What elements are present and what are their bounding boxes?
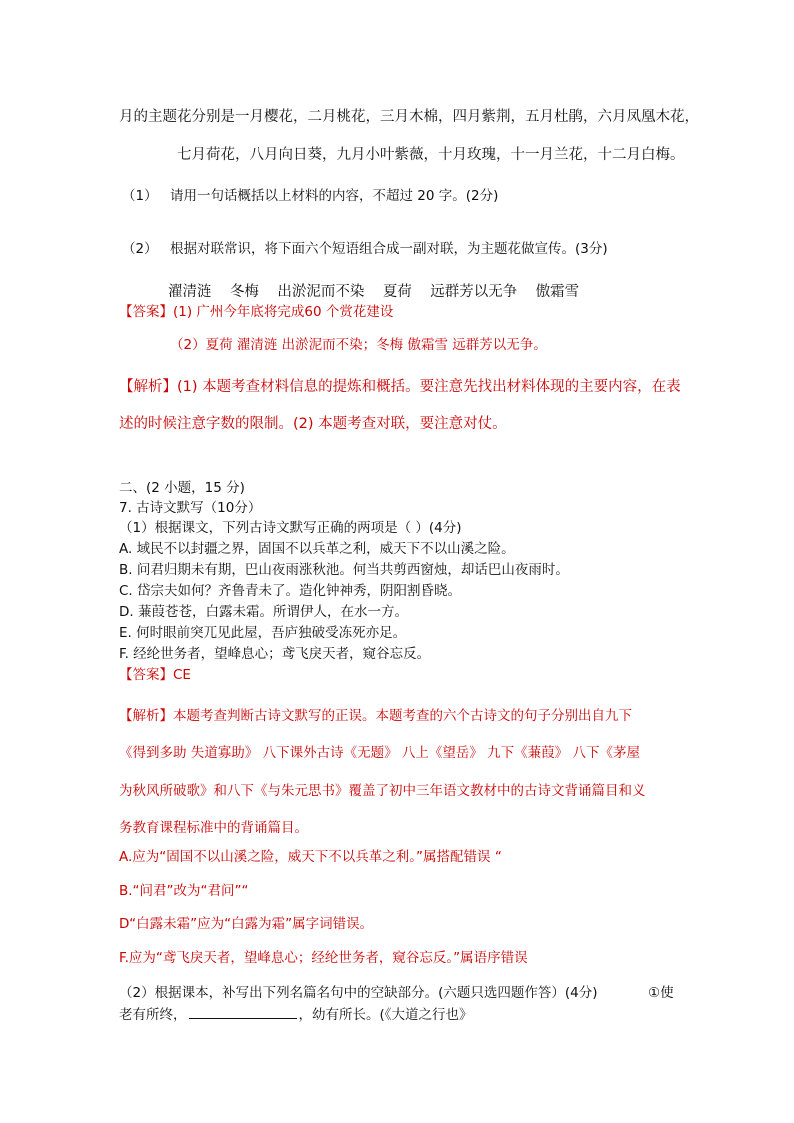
analysis-2-option-f: F.应为“鸢飞戾天者，望峰息心；经纶世务者，窥谷忘反。”属语序错误 <box>119 950 528 966</box>
question-7-title: 7. 古诗文默写（10分） <box>119 500 262 516</box>
answer-tag: 【答案】 <box>119 304 173 320</box>
option-f: F. 经纶世务者，望峰息心；鸢飞戾天者，窥谷忘反。 <box>119 646 431 662</box>
answer-tag: 【答案】 <box>119 667 173 683</box>
question-7-1: （1）根据课文，下列古诗文默写正确的两项是（ ）(4分) <box>119 520 462 536</box>
question-7-2-text: （2）根据课本，补写出下列名篇名句中的空缺部分。(六题只选四题作答）(4分) <box>119 985 598 1001</box>
answer-1-part-1: (1) 广州今年底将完成60 个赏花建设 <box>173 304 394 320</box>
question-2-text: 根据对联常识，将下面六个短语组合成一副对联，为主题花做宣传。(3分) <box>170 241 608 257</box>
analysis-tag: 【解析】 <box>119 708 173 724</box>
analysis-2-line-3: 为秋风所破歌》和八下《与朱元思书》覆盖了初中三年语文教材中的古诗文背诵篇目和义 <box>119 783 646 799</box>
question-1-number: （1） <box>122 188 158 204</box>
question-1-text: 请用一句话概括以上材料的内容，不超过 20 字。(2分) <box>170 188 499 204</box>
phrase: 夏荷 <box>382 284 412 300</box>
phrase: 出淤泥而不染 <box>277 284 365 300</box>
analysis-1-line-2: 述的时候注意字数的限制。(2) 本题考查对联，要注意对仗。 <box>119 416 507 432</box>
answer-1-line-1 <box>119 306 393 320</box>
phrase: 远群芳以无争 <box>430 284 518 300</box>
analysis-2-option-d: D“白露未霜”应为“白露为霜”属字词错误。 <box>119 916 374 932</box>
line-2-end: ，幼有所长。(《大道之行也》 <box>298 1007 473 1023</box>
analysis-2-text-1: 本题考查判断古诗文默写的正误。本题考查的六个古诗文的句子分别出自九下 <box>173 708 632 724</box>
answer-2-value: CE <box>173 667 191 683</box>
phrase-list <box>168 285 579 300</box>
question-7-2-line-2 <box>119 1008 473 1023</box>
analysis-2-option-a: A.应为“固国不以山溪之险，威天下不以兵革之利。”属搭配错误 “ <box>119 849 502 865</box>
question-1 <box>122 190 498 204</box>
option-b: B. 问君归期未有期，巴山夜雨涨秋池。何当共剪西窗烛，却话巴山夜雨时。 <box>119 562 569 578</box>
section-2-heading: 二、(2 小题，15 分) <box>119 480 245 496</box>
question-7-2-item-1: ①使 <box>648 985 674 1001</box>
phrase: 冬梅 <box>229 284 259 300</box>
material-line-1: 月的主题花分别是一月樱花，二月桃花，三月木棉，四月紫荆，五月杜鹃，六月凤凰木花， <box>119 109 699 125</box>
analysis-1-line-1 <box>119 380 681 395</box>
phrase: 傲霜雪 <box>535 284 580 300</box>
line-2-start: 老有所终， <box>119 1007 187 1023</box>
fill-in-blank[interactable] <box>189 1008 297 1019</box>
analysis-2-option-b: B.“问君”改为“君问”“ <box>119 883 249 899</box>
phrase: 濯清涟 <box>168 284 212 300</box>
answer-2 <box>119 669 191 683</box>
option-c: C. 岱宗夫如何？齐鲁青未了。造化钟神秀，阴阳割昏晓。 <box>119 583 462 599</box>
option-e: E. 何时眼前突兀见此屋，吾庐独破受冻死亦足。 <box>119 625 407 641</box>
analysis-tag: 【解析】 <box>119 379 177 395</box>
question-2-number: （2） <box>122 241 158 257</box>
answer-1-part-2: （2）夏荷 濯清涟 出淤泥而不染；冬梅 傲霜雪 远群芳以无争。 <box>170 337 547 353</box>
option-a: A. 域民不以封疆之界，固国不以兵革之利，威天下不以山溪之险。 <box>119 541 515 557</box>
analysis-2-line-2: 《得到多助 失道寡助》 八下课外古诗《无题》 八上《望岳》 九下《蒹葭》 八下《茅屋 <box>119 745 640 761</box>
question-7-2 <box>119 987 597 1001</box>
option-d: D. 蒹葭苍苍，白露未霜。所谓伊人，在水一方。 <box>119 604 408 620</box>
question-2 <box>122 243 608 257</box>
analysis-1-text-1: (1) 本题考查材料信息的提炼和概括。要注意先找出材料体现的主要内容，在表 <box>177 379 681 395</box>
analysis-2-line-1 <box>119 710 632 724</box>
material-line-2: 七月荷花，八月向日葵，九月小叶紫薇，十月玫瑰，十一月兰花，十二月白梅。 <box>177 147 685 163</box>
analysis-2-line-4: 务教育课程标准中的背诵篇目。 <box>119 820 308 836</box>
